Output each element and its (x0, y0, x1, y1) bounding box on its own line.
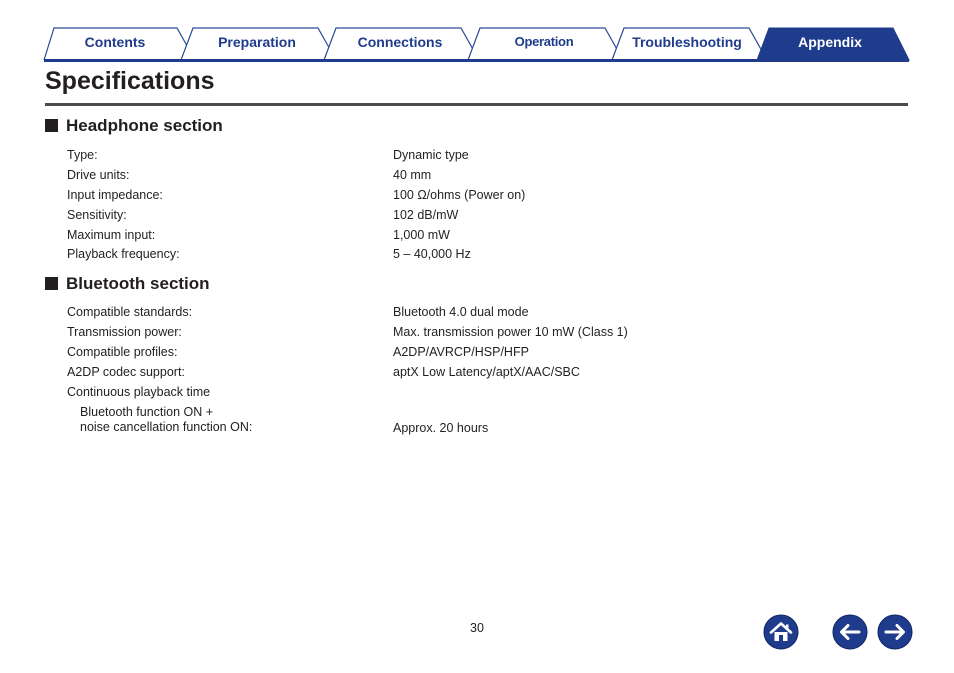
spec-label-drive-units: Drive units: (67, 168, 130, 182)
spec-label-compatible-profiles: Compatible profiles: (67, 345, 178, 359)
spec-label-sensitivity: Sensitivity: (67, 208, 127, 222)
spec-value-maximum-input: 1,000 mW (393, 228, 450, 242)
tab-bar (0, 0, 954, 64)
spec-label-input-impedance: Input impedance: (67, 188, 163, 202)
tab-operation[interactable]: Operation (514, 34, 574, 49)
spec-value-a2dp-codec-support: aptX Low Latency/aptX/AAC/SBC (393, 365, 580, 379)
home-button[interactable] (763, 614, 799, 650)
spec-label-a2dp-codec-support: A2DP codec support: (67, 365, 185, 379)
bluetooth-section-heading (45, 274, 210, 294)
tab-bar-baseline (44, 59, 909, 62)
headphone-section-title: Headphone section (66, 116, 223, 135)
tab-appendix[interactable]: Appendix (798, 34, 862, 50)
page-title: Specifications (45, 67, 215, 95)
spec-label-maximum-input: Maximum input: (67, 228, 156, 242)
page-number: 30 (470, 621, 484, 635)
tab-troubleshooting[interactable]: Troubleshooting (632, 34, 742, 50)
forward-button[interactable] (877, 614, 913, 650)
bluetooth-section-title: Bluetooth section (66, 274, 210, 293)
tab-contents[interactable]: Contents (84, 34, 146, 50)
back-button[interactable] (832, 614, 868, 650)
spec-label-transmission-power: Transmission power: (67, 325, 182, 339)
arrow-left-icon (832, 614, 868, 650)
spec-value-type: Dynamic type (393, 148, 469, 162)
tab-preparation[interactable]: Preparation (218, 34, 296, 50)
arrow-right-icon (877, 614, 913, 650)
section-bullet-icon (45, 277, 58, 290)
spec-sublabel-line2: noise cancellation function ON: (80, 420, 253, 434)
spec-label-playback-frequency: Playback frequency: (67, 247, 180, 261)
spec-label-continuous-playback-time: Continuous playback time (67, 385, 211, 399)
spec-value-playback-frequency: 5 – 40,000 Hz (393, 247, 471, 261)
spec-value-sensitivity: 102 dB/mW (393, 208, 459, 222)
spec-sublabel-line1: Bluetooth function ON + (80, 405, 214, 419)
headphone-section-heading (45, 116, 223, 136)
spec-value-drive-units: 40 mm (393, 168, 432, 182)
spec-label-compatible-standards: Compatible standards: (67, 305, 193, 319)
title-rule (45, 103, 908, 106)
spec-value-input-impedance: 100 Ω/ohms (Power on) (393, 188, 526, 202)
tab-connections[interactable]: Connections (357, 34, 443, 50)
spec-label-type: Type: (67, 148, 98, 162)
spec-value-compatible-profiles: A2DP/AVRCP/HSP/HFP (393, 345, 529, 359)
spec-value-transmission-power: Max. transmission power 10 mW (Class 1) (393, 325, 628, 339)
spec-value-playback-time: Approx. 20 hours (393, 421, 489, 435)
spec-value-compatible-standards: Bluetooth 4.0 dual mode (393, 305, 529, 319)
section-bullet-icon (45, 119, 58, 132)
home-icon (763, 614, 799, 650)
